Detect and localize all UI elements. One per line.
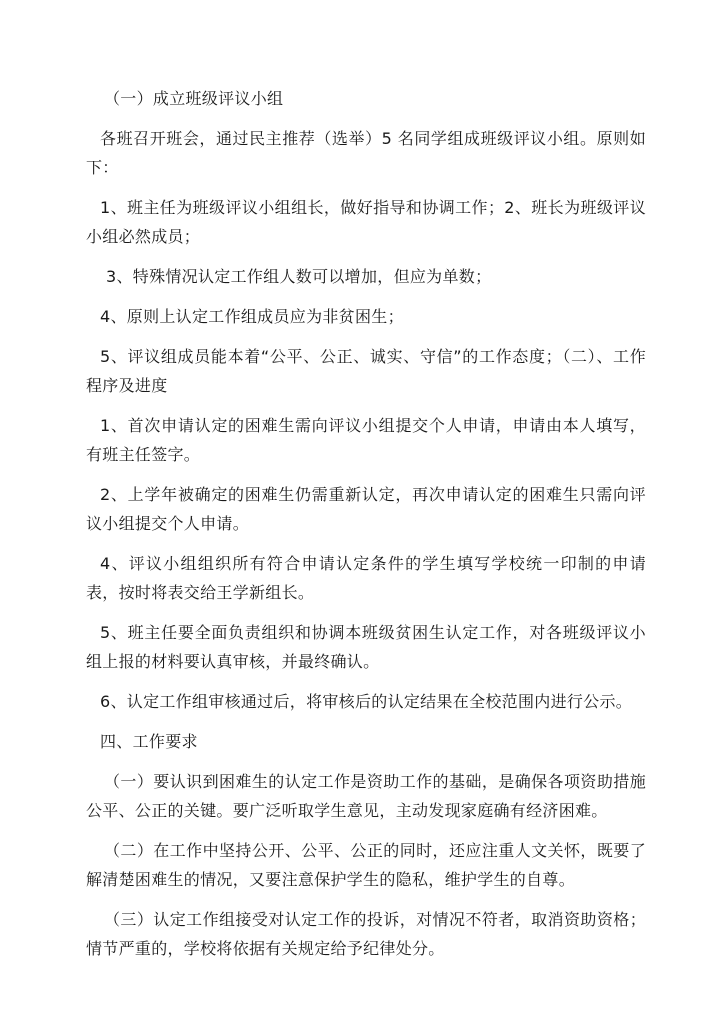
paragraph-rule-1-2: 1、班主任为班级评议小组组长，做好指导和协调工作；2、班长为班级评议小组必然成员； xyxy=(86,198,646,246)
paragraph-requirement-1: （一）要认识到困难生的认定工作是资助工作的基础，是确保各项资助措施公平、公正的关键。要广泛听取学生意见，主动发现家庭确有经济困难。 xyxy=(86,772,646,820)
section-heading-1: （一）成立班级评议小组 xyxy=(104,89,284,108)
paragraph-rule-3: 3、特殊情况认定工作组人数可以增加，但应为单数； xyxy=(106,267,492,286)
paragraph-requirement-3: （三）认定工作组接受对认定工作的投诉，对情况不符者，取消资助资格；情节严重的，学校将依据有关规定给予纪律处分。 xyxy=(86,910,646,958)
paragraph-step-1: 1、首次申请认定的困难生需向评议小组提交个人申请，申请由本人填写，有班主任签字。 xyxy=(86,416,646,464)
section-heading-4: 四、工作要求 xyxy=(100,732,198,751)
paragraph-rule-4: 4、原则上认定工作组成员应为非贫困生； xyxy=(100,307,404,326)
paragraph-requirement-2: （二）在工作中坚持公开、公平、公正的同时，还应注重人文关怀，既要了解清楚困难生的情况，又要注意保护学生的隐私，维护学生的自尊。 xyxy=(86,841,646,889)
paragraph-rule-5: 5、评议组成员能本着“公平、公正、诚实、守信”的工作态度；（二）、工作程序及进度 xyxy=(86,347,646,395)
paragraph-intro: 各班召开班会，通过民主推荐（选举）5 名同学组成班级评议小组。原则如下： xyxy=(86,129,646,177)
paragraph-step-2: 2、上学年被确定的困难生仍需重新认定，再次申请认定的困难生只需向评议小组提交个人申请。 xyxy=(86,485,646,533)
paragraph-step-6: 6、认定工作组审核通过后，将审核后的认定结果在全校范围内进行公示。 xyxy=(100,692,633,711)
document-body xyxy=(86,84,646,974)
paragraph-step-4: 4、评议小组组织所有符合申请认定条件的学生填写学校统一印制的申请表，按时将表交给王学新组长。 xyxy=(86,554,646,602)
paragraph-step-5: 5、班主任要全面负责组织和协调本班级贫困生认定工作，对各班级评议小组上报的材料要认真审核，并最终确认。 xyxy=(86,623,646,671)
